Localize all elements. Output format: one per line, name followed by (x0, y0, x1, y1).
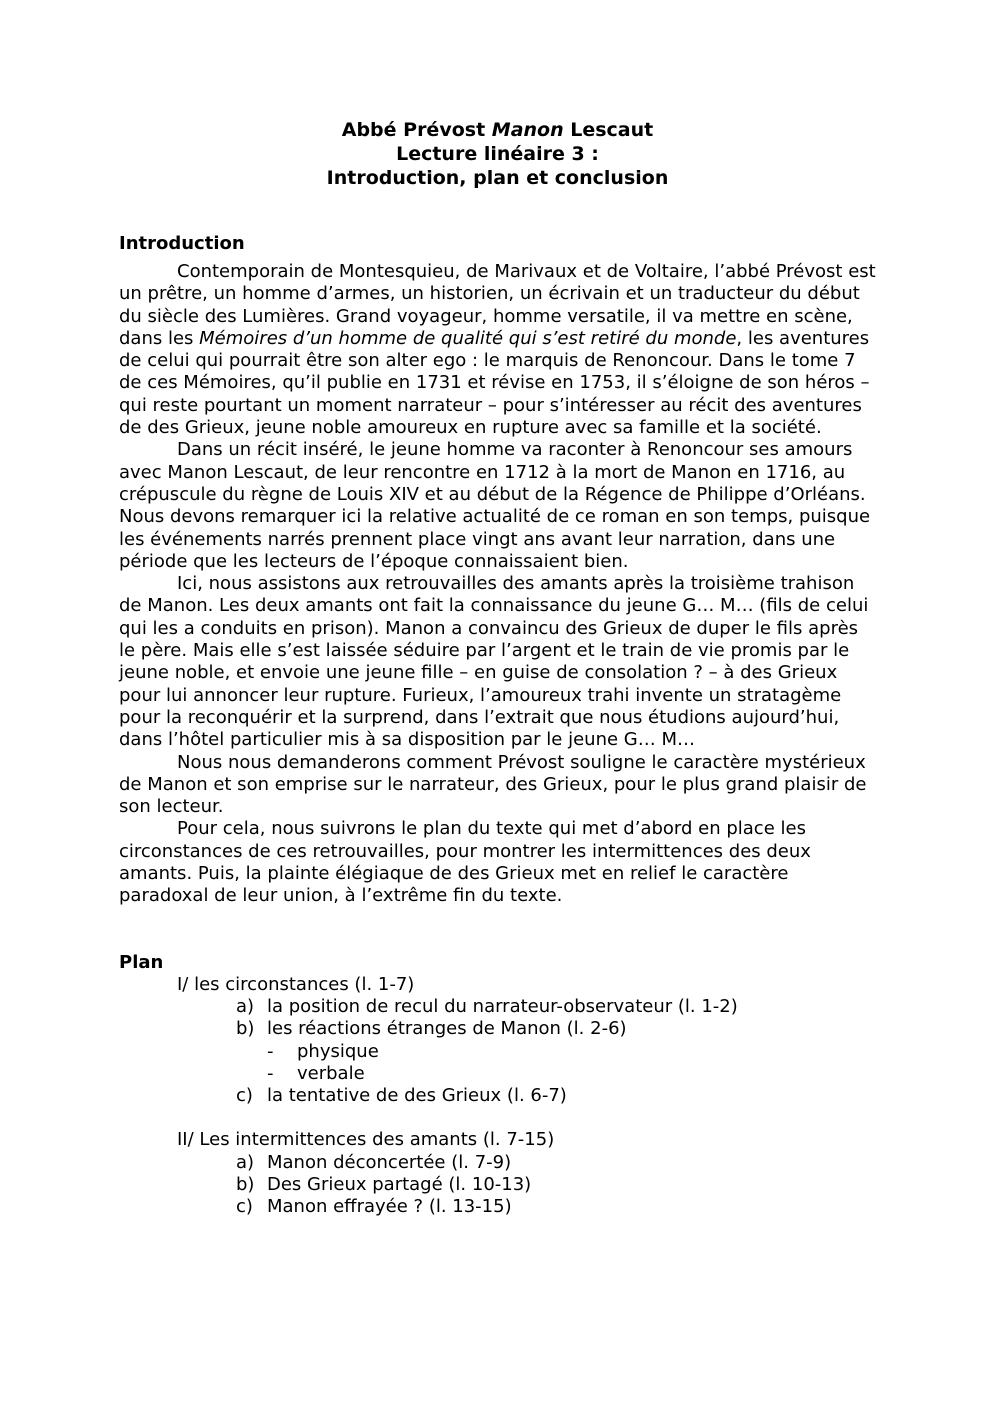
title-line-2: Lecture linéaire 3 : (396, 143, 599, 165)
plan-dash-marker: - (267, 1062, 274, 1084)
plan-dash-list (119, 1041, 876, 1086)
plan-part-2-items (119, 1152, 876, 1219)
plan-item-marker: b) (236, 1018, 255, 1040)
title-author: Abbé Prévost (341, 119, 492, 141)
plan-item (119, 996, 876, 1018)
plan-dash-item (119, 1041, 876, 1063)
plan-item-text: Manon déconcertée (l. 7-9) (267, 1151, 512, 1173)
plan-part-1-items (119, 996, 876, 1041)
plan-item (119, 1174, 876, 1196)
plan-item (119, 1152, 876, 1174)
plan-item-text: la tentative de des Grieux (l. 6-7) (267, 1085, 567, 1107)
plan-item-marker: b) (236, 1173, 255, 1195)
plan-part-2 (177, 1129, 876, 1151)
title-work-rest: Lescaut (563, 119, 654, 141)
introduction-heading: Introduction (119, 233, 245, 254)
plan-dash-text: physique (297, 1040, 379, 1062)
plan-dash-text: verbale (297, 1062, 365, 1084)
title-work-italic: Manon (491, 119, 564, 141)
intro-p1-text-a: Contemporain de Montesquieu, de Marivaux et de Voltaire, l’abbé Prévost est un prêtre, un homme d’armes, un historien, un écrivain et un traducteur du début du siècle des Lumières. Grand voyageur, homme versatile, il va mettre en scène, dans les (119, 261, 876, 349)
intro-paragraph-3: Ici, nous assistons aux retrouvailles des amants après la troisième trahison de Manon. Les deux amants ont fait la connaissance du jeune G… M… (fils de celui qui les a conduits en prison). Manon a convaincu des Grieux de duper le fils après le père. Mais elle s’est laissée séduire par l’argent et le train de vie promis par le jeune noble, et envoie une jeune fille – en guise de consolation ? – à des Grieux pour lui annoncer leur rupture. Furieux, l’amoureux trahi invente un stratagème pour la reconquérir et la surprend, dans l’extrait que nous étudions aujourd’hui, dans l’hôtel particulier mis à sa disposition par le jeune G… M… (119, 573, 869, 751)
plan-part-1 (177, 974, 876, 996)
plan-item-text: Manon effrayée ? (l. 13-15) (267, 1196, 512, 1218)
plan-item-marker: a) (236, 1151, 255, 1173)
intro-paragraph-1 (119, 261, 876, 439)
plan-heading: Plan (119, 951, 164, 973)
document-title (119, 118, 876, 190)
plan-item-marker: a) (236, 995, 255, 1017)
plan-item-text: la position de recul du narrateur-observateur (l. 1-2) (267, 995, 738, 1017)
intro-paragraph-5: Pour cela, nous suivrons le plan du texte qui met d’abord en place les circonstances de ces retrouvailles, pour montrer les intermittences des deux amants. Puis, la plainte élégiaque de des Grieux met en relief le caractère paradoxal de leur union, à l’extrême fin du texte. (119, 818, 811, 907)
plan-item (119, 1196, 876, 1218)
intro-p1-italic-title: Mémoires d’un homme de qualité qui s’est retiré du monde (199, 327, 737, 349)
plan-item-text: Des Grieux partagé (l. 10-13) (267, 1173, 532, 1195)
plan-dash-item (119, 1063, 876, 1085)
plan-body (119, 974, 876, 1219)
document-page (119, 118, 876, 1219)
plan-item (119, 1085, 876, 1107)
introduction-body (119, 261, 876, 908)
intro-paragraph-4: Nous nous demanderons comment Prévost souligne le caractère mystérieux de Manon et son emprise sur le narrateur, des Grieux, pour le plus grand plaisir de son lecteur. (119, 751, 867, 818)
title-line-3: Introduction, plan et conclusion (326, 167, 669, 189)
plan-item-marker: c) (236, 1085, 253, 1107)
intro-p1-text-b: , les aventures de celui qui pourrait être son alter ego : le marquis de Renoncour. Dans le tome 7 de ces Mémoires, qu’il publie en 1731 et révise en 1753, il s’éloigne de son héros – qui reste pourtant un moment narrateur – pour s’intéresser au récit des aventures de des Grieux, jeune noble amoureux en rupture avec sa famille et la société. (119, 327, 870, 439)
plan-part-title: II/ Les intermittences des amants (l. 7-15) (177, 1129, 555, 1151)
plan-dash-marker: - (267, 1040, 274, 1062)
plan-part-1-items-cont (119, 1085, 876, 1107)
plan-part-title: I/ les circonstances (l. 1-7) (177, 973, 415, 995)
plan-item-marker: c) (236, 1196, 253, 1218)
intro-paragraph-2: Dans un récit inséré, le jeune homme va raconter à Renoncour ses amours avec Manon Lescaut, de leur rencontre en 1712 à la mort de Manon en 1716, au crépuscule du règne de Louis XIV et au début de la Régence de Philippe d’Orléans. Nous devons remarquer ici la relative actualité de ce roman en son temps, puisque les événements narrés prennent place vingt ans avant leur narration, dans une période que les lecteurs de l’époque connaissaient bien. (119, 439, 871, 572)
plan-item-text: les réactions étranges de Manon (l. 2-6) (267, 1018, 627, 1040)
plan-item (119, 1018, 876, 1040)
title-line-1 (119, 118, 876, 142)
